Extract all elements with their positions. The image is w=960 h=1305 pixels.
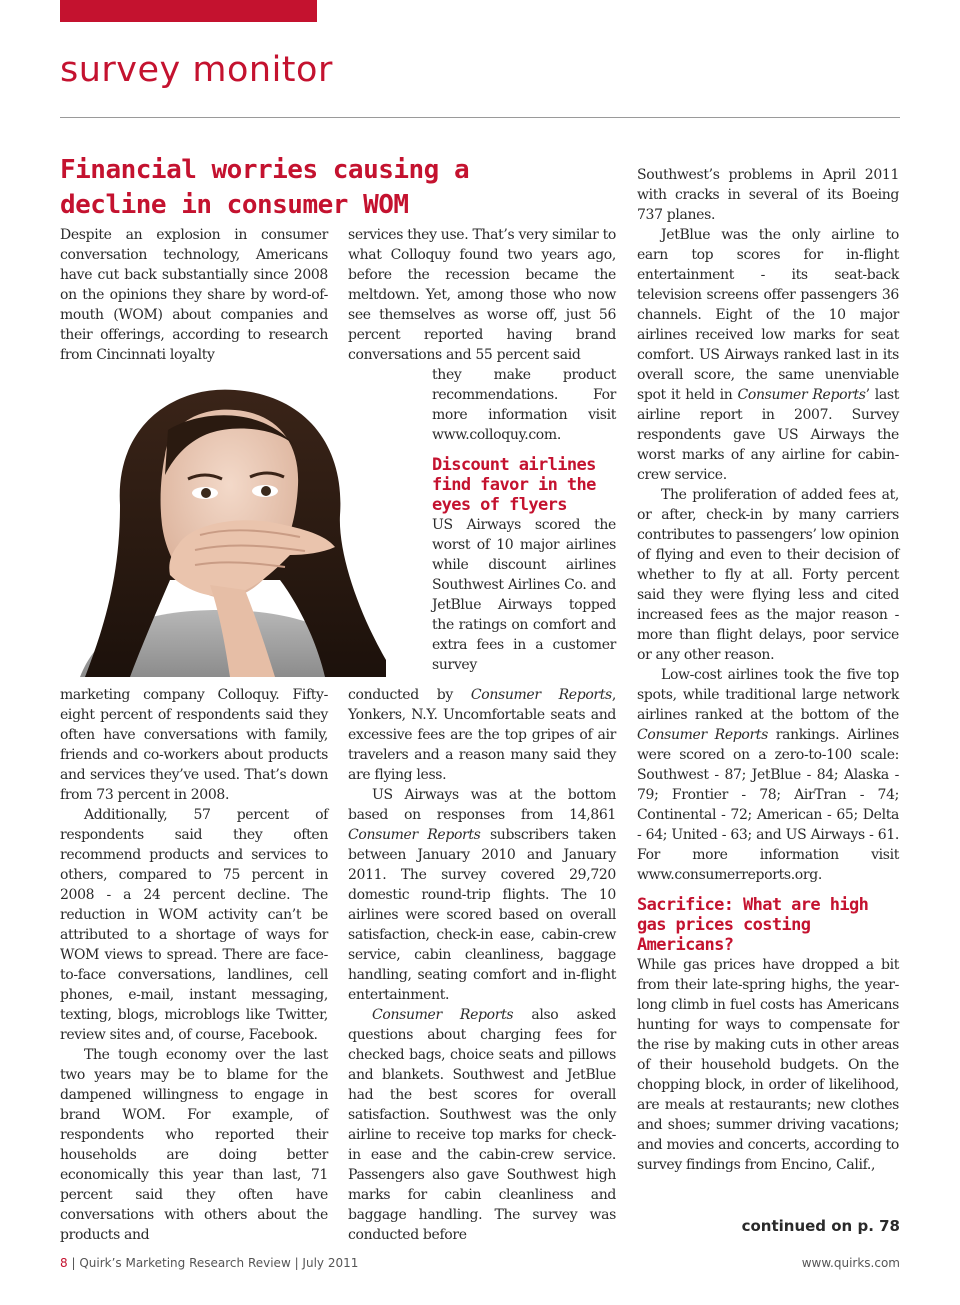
paragraph [637,225,899,485]
paragraph: The proliferation of added fees at, or after, check-in by many carriers contributes to passengers’ low opinion of flying and even to their decision of whether to fly at all. Forty percent said they were flying less and cited increased fees as the major reason - more than flight delays, poor service or any other reason. [637,487,899,663]
footer-publication [60,1256,358,1270]
woman-covering-mouth-photo [60,385,386,677]
text-run: ’ last airline report in 2007. Survey respondents gave US Airways the worst marks of any airline for cabin-crew service. [637,387,899,483]
paragraph [637,665,899,885]
publication-name: Consumer Reports [470,687,612,703]
column-1-top [60,225,328,365]
publication-info: | Quirk’s Marketing Research Review | July 2011 [67,1256,359,1270]
header-accent-bar [60,0,317,22]
page-footer [60,1256,900,1274]
text-run: conducted by [348,687,471,703]
paragraph: While gas prices have dropped a bit from their late-spring highs, the year-long climb in fuel costs has Americans hunting for ways to compensate for the rise by making cuts in other areas of their household budgets. On the chopping block, in order of likelihood, are meals at restaurants; new clothes and shoes; summer driving vacations; and movies and concerts, according to survey findings from Encino, Calif., [637,957,899,1173]
paragraph: The tough economy over the last two years may be to blame for the dampened willingness to engage in brand WOM. For example, of respondents who reported their households are doing better economically this year than last, 71 percent said they often have conversations with others about the products and [60,1047,328,1243]
paragraph: Southwest’s problems in April 2011 with cracks in several of its Boeing 737 planes. [637,167,899,223]
header-rule [60,117,900,118]
publication-name: Consumer Reports [737,387,866,403]
column-3 [637,165,899,1175]
article-headline-gas-prices: Sacrifice: What are high gas prices costing Americans? [637,895,869,955]
wrapped-text-block [432,365,616,675]
paragraph: services they use. That’s very similar to what Colloquy found two years ago, before the recession became the meltdown. Yet, among those who now see themselves as worse off, just 56 percent reported having brand conversations and 55 percent said [348,227,616,363]
page-number: 8 [60,1256,68,1270]
publication-name: Consumer Reports [348,827,481,843]
text-run: Low-cost airlines took the five top spots, while traditional large network airlines ranked at the bottom of the [637,667,899,723]
article-headline-airlines: Discount airlines find favor in the eyes of flyers [432,455,596,515]
column-2-top [348,225,616,675]
section-title: survey monitor [60,50,333,90]
text-run: also asked questions about charging fees for checked bags, choice seats and pillows and blankets. Southwest and JetBlue had the best scores for overall satisfaction. Southwest was the only airline to receive top marks for check-in ease and the cabin-crew service. Passengers also gave Southwest high marks for cabin cleanliness and baggage handling. The survey was conducted before [348,1007,616,1243]
paragraph: they make product recommendations. For more information visit www.colloquy.com. [432,367,616,443]
paragraph [348,685,616,785]
column-2-bottom [348,685,616,1245]
paragraph: marketing company Colloquy. Fifty-eight percent of respondents said they often have conversations with family, friends and co-workers about products and services they’ve used. That’s down from 73 percent in 2008. [60,687,328,803]
paragraph [348,785,616,1005]
publication-name: Consumer Reports [372,1007,514,1023]
continued-note: continued on p. 78 [741,1217,900,1235]
paragraph [348,1005,616,1245]
text-run: subscribers taken between January 2010 and January 2011. The survey covered 29,720 domestic round-trip flights. The 10 airlines were scored based on overall satisfaction, check-in ease, cabin-crew service, cabin cleanliness, baggage handling, seating comfort and in-flight entertainment. [348,827,617,1003]
article-headline-wom: Financial worries causing a decline in consumer WOM [60,155,470,220]
paragraph: US Airways scored the worst of 10 major airlines while discount airlines Southwest Airlines Co. and JetBlue Airways topped the ratings on comfort and extra fees in a customer survey [432,517,616,673]
text-run: , Yonkers, N.Y. Uncomfortable seats and excessive fees are the top gripes of air travelers and a reason many said they are flying less. [348,687,616,783]
paragraph: Additionally, 57 percent of respondents said they often recommend products and services to others, compared to 75 percent in 2008 - a 24 percent decline. The reduction in WOM activity can’t be attributed to a shortage of ways for WOM views to spread. There are face-to-face conversations, landlines, cell phones, e-mail, instant messaging, texting, blogs, microblogs like Twitter, review sites and, of course, Facebook. [60,807,328,1043]
text-run: rankings. Airlines were scored on a zero-to-100 scale: Southwest - 87; JetBlue - 84; Alaska - 79; Frontier - 78; AirTran - 74; Continental - 72; American - 65; Delta - 64; United - 63; and US Airways - 61. For more information visit www.consumerreports.org. [637,727,899,883]
paragraph: Despite an explosion in consumer conversation technology, Americans have cut back substantially since 2008 on the opinions they share by word-of-mouth (WOM) about companies and their offerings, according to research from Cincinnati loyalty [60,227,328,363]
text-run: JetBlue was the only airline to earn top scores for in-flight entertainment - its seat-back television screens offer passengers 36 channels. Eight of the 10 major airlines received low marks for seat comfort. US Airways ranked last in its overall score, the same unenviable spot it held in [637,227,899,403]
column-1-bottom [60,685,328,1245]
text-run: US Airways was at the bottom based on responses from 14,861 [348,787,616,823]
publication-name: Consumer Reports [637,727,768,743]
footer-website: www.quirks.com [801,1256,900,1270]
